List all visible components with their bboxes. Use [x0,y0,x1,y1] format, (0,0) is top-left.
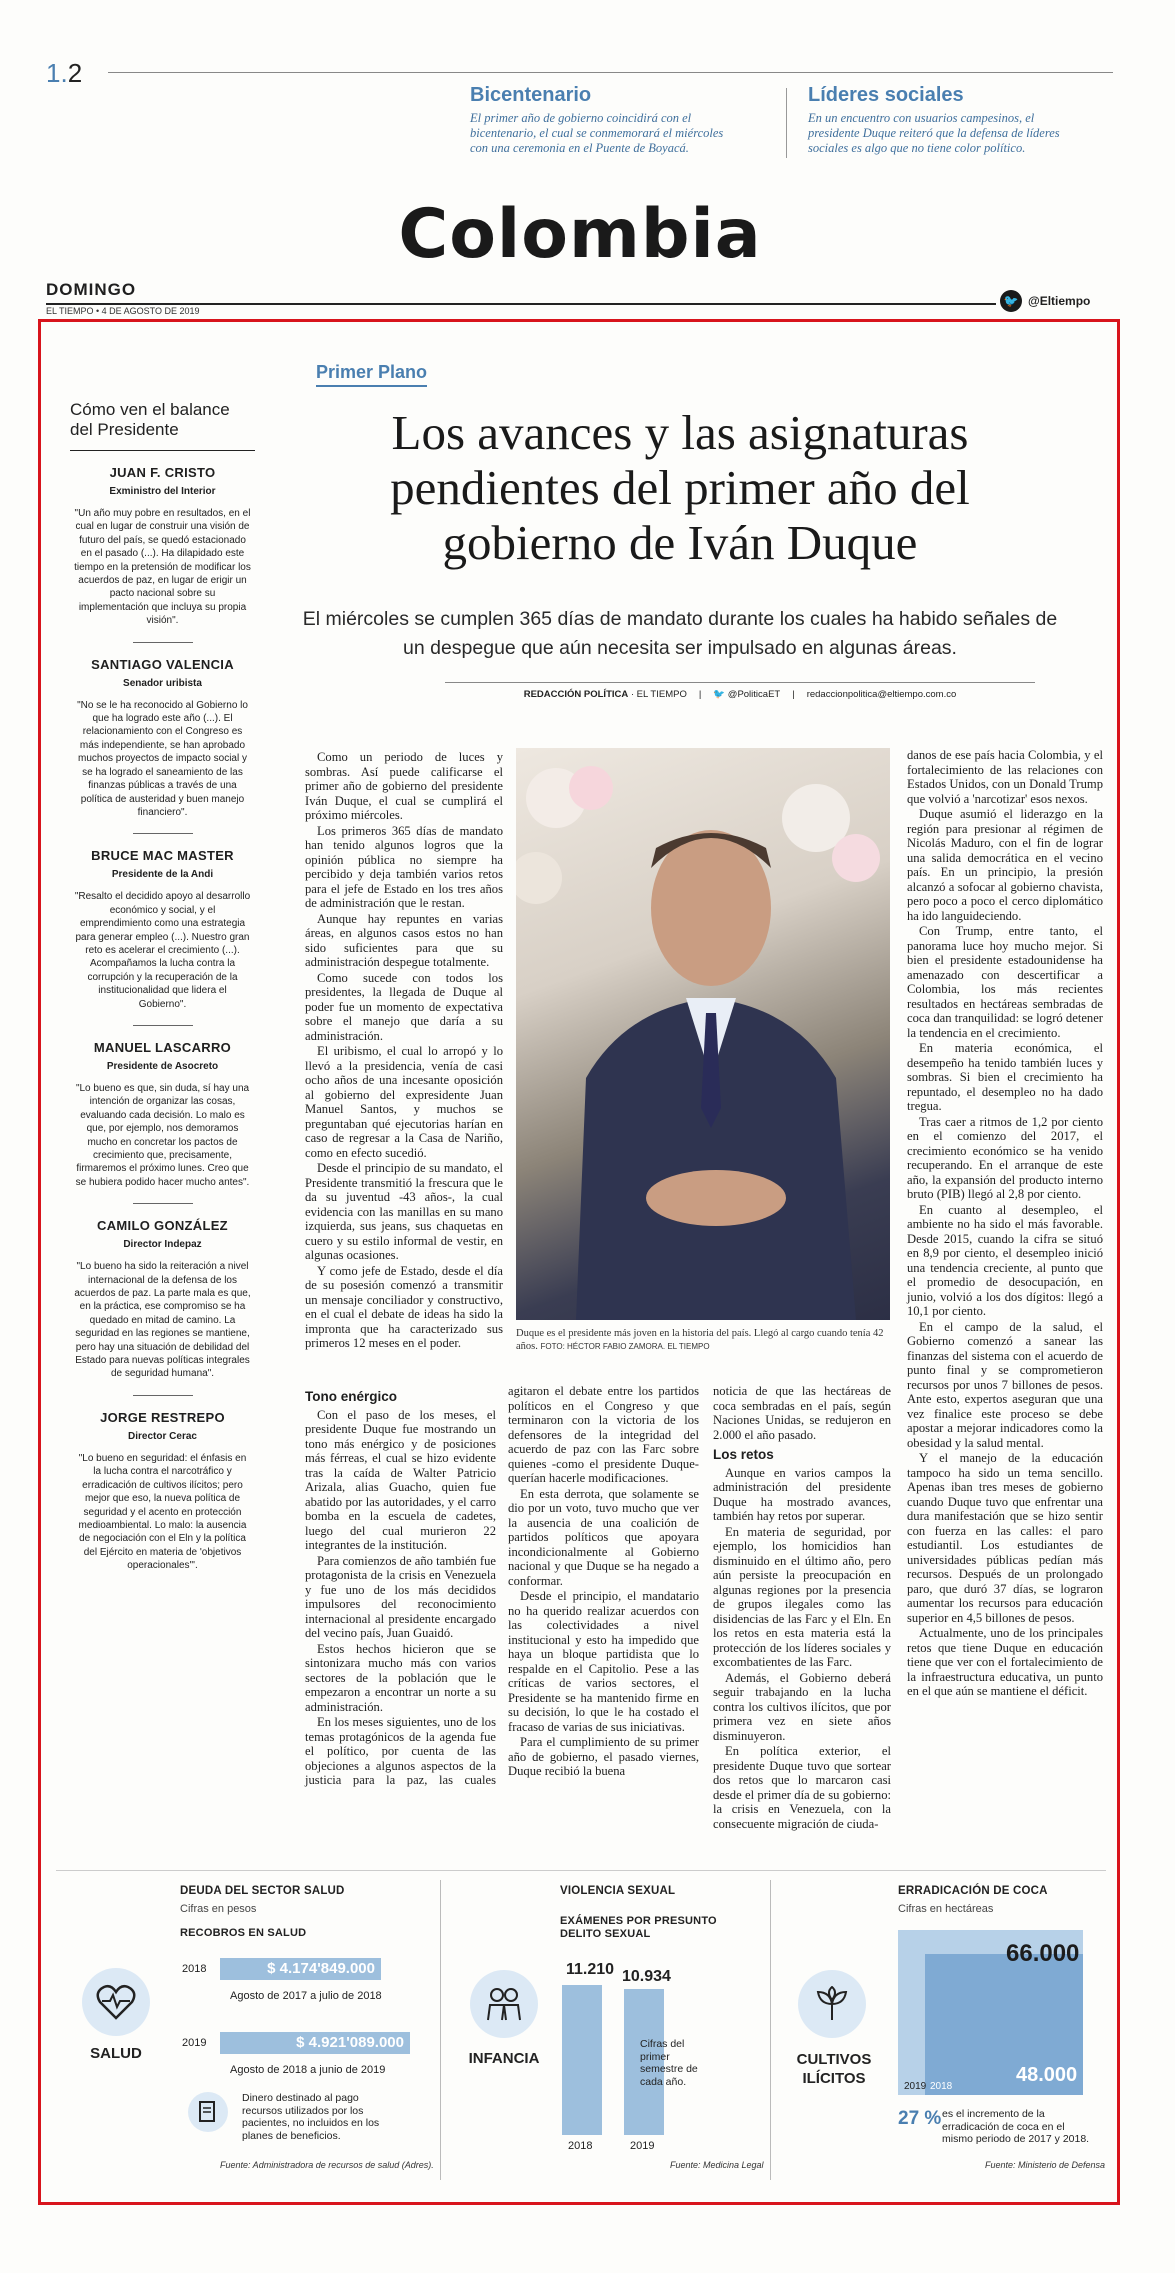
opinion-name: BRUCE MAC MASTER [91,848,234,864]
paragraph: Con Trump, entre tanto, el panorama luce hoy mucho mejor. Si bien el presidente estadounidense ha amenazado con descertificar a Colombia, los más recientes resultados en hectáreas sembradas de coca dan tranquilidad: se logró detener la tendencia en el crecimiento. [907,924,1103,1040]
section-title: Colombia [398,195,762,274]
paragraph: En materia de seguridad, por ejemplo, los homicidios han disminuido en el último año, pero aún persiste la preocupación en algunas regiones por la presencia de grupos ilegales como las disidencias de las Farc y el Eln. En los retos en esta materia está la protección de los líderes sociales y excombatientes de las Farc. [713,1524,891,1669]
opinion-name: JORGE RESTREPO [100,1409,225,1425]
category-label: SALUD [90,2045,142,2062]
day-of-week: DOMINGO [46,280,137,299]
opinion-entry [70,1040,255,1204]
article-column-1 [305,750,503,1352]
opinion-entry [70,848,255,1026]
teaser-title: Líderes sociales [808,84,964,106]
paragraph: En cuanto al desempleo, el ambiente no ha sido el más favorable. Desde 2015, cuando la cifra se situó en 8,9 por ciento, el desempleo inició una tendencia creciente, al punto que el promedio de desocupación, en junio, volvió a los dos dígitos: llegó a 10,1 por ciento. [907,1202,1103,1318]
photo-illustration [516,748,890,1320]
divider [133,1395,193,1396]
opinion-entry [70,657,255,835]
divider [133,833,193,834]
teaser-text: El primer año de gobierno coincidirá con el bicentenario, el cual se conmemorará el miércoles con una ceremonia en el Puente de Boyacá. [470,111,724,155]
opinion-quote: "Resalto el decidido apoyo al desarrollo económico y social, y el emprendimiento como una estrategia para generar empleo (...). Nuestro gran reto es acelerar el crecimiento (...). Acompañamos la lucha contra la corrupción y la recuperación de la institucionalidad que lidera el Gobierno". [74,891,251,1010]
paragraph: Como sucede con todos los presidentes, la llegada de Duque al poder fue un momento de expectativa sobre el manejo que daría a su administración. [305,970,503,1043]
article-column-3 [713,1384,891,1832]
opinion-role: Director Indepaz [123,1239,202,1251]
paragraph: Estos hechos hicieron que se sintonizara mucho más con varios sectores de la población que le empezaron a encontrar un norte a su administración. [305,1641,496,1714]
graphic-note: Dinero destinado al pago recursos utilizados por los pacientes, no incluidos en los planes de beneficios. [242,2092,380,2142]
paragraph: Los primeros 365 días de mandato han tenido algunos logros que la opinión pública no siempre ha percibido y deja también varios retos para el jefe de Estado en los tres años de administración que le restan. [305,823,503,910]
salud-bar-2018: $ 4.174'849.000 [220,1958,381,1980]
top-rule [108,72,1113,73]
paragraph: Desde el principio de su mandato, el Presidente transmitió la frescura que le da su juventud -43 años-, la cual evidencia con las manillas en su mano izquierda, sus jeans, sus chaquetas en cuero y su estilo informal de vestir, en algunas ocasiones. [305,1161,503,1262]
period-label: Agosto de 2018 a junio de 2019 [230,2064,386,2076]
teaser-text: En un encuentro con usuarios campesinos, el presidente Duque reiteró que la defensa de líderes sociales es algo que no tiene color político. [808,111,1060,155]
paragraph: Duque asumió el liderazgo en la región para presionar al régimen de Nicolás Maduro, con el fin de lograr una salida democrática en el vecino país. En un principio, la presión alcanzó a sofocar al gobierno chavista, pero poco a poco el cerco diplomático ha ido languideciendo. [907,807,1103,923]
divider [133,1203,193,1204]
paragraph: En los meses siguientes, uno de los temas protagónicos de la agenda fue el político, por cuenta de las objeciones a algunos aspectos de la justicia para la paz, las cuales agitaron el debate entre los partidos políticos en el Congreso y que terminaron con la victoria de los defensores de la integridad del acuerdo de paz con las Farc sobre quienes -como el presidente Duque- querían hacerle modificaciones. [305,1384,699,1787]
sidebar-title: Cómo ven el balance del Presidente [70,400,255,451]
paragraph: Aunque en varios campos la administración del presidente Duque ha mostrado avances, también hay retos por superar. [713,1465,891,1523]
graphic-source: Fuente: Administradora de recursos de salud (Adres). [220,2160,434,2170]
graphic-title: DEUDA DEL SECTOR SALUD [180,1885,345,1897]
graphic-source: Fuente: Medicina Legal [670,2160,764,2170]
children-icon [470,1970,538,2038]
graphics-rule [56,1870,1106,1871]
paragraph: Con el paso de los meses, el presidente Duque fue mostrando un tono más enérgico y de posiciones más férreas, el cual se hizo evidente tras la caída de Walter Patricio Arizala, alias Guacho, quien fue abatido por las autoridades, y el carro bomba en la escuela de cadetes, luego del cual murieron 22 integrantes de la institución. [305,1407,496,1552]
opinion-sidebar [70,400,255,1573]
graphic-divider [440,1880,441,2180]
paragraph: En materia económica, el desempeño ha tenido también luces y sombras. Si bien el crecimiento ha repuntado, el desempleo no ha dado tregua. [907,1041,1103,1113]
twitter-handle[interactable] [1000,290,1090,312]
bar-value: 11.210 [566,1961,615,1978]
year-label: 2018 [930,2081,953,2092]
year-label: 2018 [568,2140,593,2152]
opinion-name: MANUEL LASCARRO [93,1039,232,1055]
paragraph: En política exterior, el presidente Duque tuvo que sortear dos retos que lo marcaron casi desde el primer día de su gobierno: la crisis en Venezuela, con la consecuente migración de ciuda- [713,1744,891,1831]
opinion-quote: "Lo bueno es que, sin duda, sí hay una intención de organizar las cosas, evaluando cada decisión. Lo malo es que, por ejemplo, nos demoramos mucho en concretar los pactos de crecimiento que, precisamente, firmaremos el próximo lunes. Creo que se hubiera podido hacer mucho antes". [75,1082,250,1188]
category-label: INFANCIA [468,2050,540,2067]
opinion-role: Presidente de Asocreto [106,1060,219,1072]
period-label: Agosto de 2017 a julio de 2018 [230,1990,382,2002]
paragraph: Tras caer a ritmos de 1,2 por ciento en el comienzo del 2017, el crecimiento económico se ha venido recuperando. En el arranque de este año, la expansión del producto interno bruto (PIB) llegó al 2,8 por ciento. [907,1114,1103,1201]
year-label: 2019 [904,2081,927,2092]
violencia-bar-2018 [562,1985,602,2135]
paragraph: Para comienzos de año también fue protagonista de la crisis en Venezuela y fue uno de los más decididos impulsores del reconocimiento internacional al presidente encargado del vecino país, Juan Guaidó. [305,1553,496,1640]
paragraph: En el campo de la salud, el Gobierno comenzó a sanear las finanzas del sistema con el acuerdo de punto final y se comprometieron recursos por unos 7 billones de pesos. Ante esto, expertos aseguran que una vez finalice este proceso se debe apostar a mejorar indicadores como la obesidad y la salud mental. [907,1319,1103,1450]
headline[interactable]: Los avances y las asignaturas pendientes del primer año del gobierno de Iván Duque [390,405,970,570]
paragraph: Y el manejo de la educación tampoco ha sido un tema sencillo. Apenas iban tres meses de gobierno cuando Duque tuvo que enfrentar una dura manifestación que se hizo sentir con fuerza en las calles: el paro estudiantil. Los estudiantes de universidades públicas pedían más recursos. Después de un prolongado paro, que duró 37 días, se lograron aumentar los recursos para educación superior en 4,5 billones de pesos. [907,1451,1103,1625]
year-label: 2019 [630,2140,655,2152]
paragraph: noticia de que las hectáreas de coca sembradas en el país, según Naciones Unidas, se redujeron en 2.000 el año pasado. [713,1384,891,1442]
divider [133,642,193,643]
paragraph: Desde el principio, el mandatario no ha querido realizar acuerdos con las colectividades a nivel institucional y esto ha impedido que haya un bloque partidista que lo respalde en el Capitolio. Pese a las críticas de varios sectores, el Presidente se ha mantenido firme en su decisión, lo que le ha costado el fracaso de varias de sus iniciativas. [508,1589,699,1734]
divider [133,1025,193,1026]
opinion-quote: "Lo bueno ha sido la reiteración a nivel internacional de la defensa de los acuerdos de paz. La parte mala es que, en la práctica, ese compromiso se ha quedado en mitad de camino. La seguridad en las regiones se mantiene, pero hay una situación de debilidad del Estado para nuevas políticas integrales de seguridad humana". [74,1261,251,1380]
teaser-title: Bicentenario [470,84,592,106]
document-icon [188,2092,228,2132]
paragraph: Para el cumplimiento de su primer año de gobierno, el pasado viernes, Duque recibió la buena [508,1735,699,1778]
graphic-unit: Cifras en pesos [180,1903,257,1915]
kicker: Primer Plano [316,362,427,387]
graphic-subtitle: EXÁMENES POR PRESUNTO DELITO SEXUAL [560,1915,717,1940]
paragraph: Además, el Gobierno deberá seguir trabajando en la lucha contra los cultivos ilícitos, que por primera vez en siete años disminuyeron. [713,1670,891,1743]
teaser-bicentenario[interactable] [470,84,740,156]
photo-caption [516,1327,890,1353]
salud-bar-2019: $ 4.921'089.000 [220,2032,410,2054]
year-label: 2019 [182,2037,207,2049]
opinion-quote: "Lo bueno en seguridad: el énfasis en la lucha contra el narcotráfico y erradicación de cultivos ilícitos; pero mejor que eso, la nueva política de seguridad y el acento en protección medioambiental. Lo malo: la ausencia de negociación con el Eln y la política del Ejército en materia de 'objetivos operacionales'". [78,1452,247,1572]
paragraph: Como un periodo de luces y sombras. Así puede calificarse el primer año de gobierno del presidente Iván Duque, el cual se cumplirá el próximo miércoles. [305,750,503,822]
twitter-icon: 🐦 [713,689,726,700]
page-number: 1.2 [46,58,83,88]
paragraph: Y como jefe de Estado, desde el día de su posesión comenzó a transmitir un mensaje conciliador y constructivo, en el cual el debate de ideas ha sido la impronta que ha caracterizado sus primeros 12 meses en el poder. [305,1263,503,1350]
subhead: Tono enérgico [305,1389,398,1404]
article-column-2 [305,1384,699,1839]
graphic-source: Fuente: Ministerio de Defensa [985,2160,1106,2170]
paragraph: En esta derrota, que solamente se dio por un voto, tuvo mucho que ver la ausencia de una coalición de partidos políticos que apoyara incondicionalmente al Gobierno nacional y que Duque se ha negado a conformar. [508,1486,699,1588]
photo-credit: FOTO: HÉCTOR FABIO ZAMORA. EL TIEMPO [540,1342,710,1351]
year-label: 2018 [182,1963,207,1975]
opinion-role: Director Cerac [128,1430,197,1442]
paragraph: Actualmente, uno de los principales retos que tiene Duque en educación tiene que ver con el fortalecimiento de la infraestructura educativa, un punto en el que aún se mantiene el déficit. [907,1626,1103,1698]
byline-author: REDACCIÓN POLÍTICA [523,689,629,700]
teaser-divider [786,88,787,158]
violencia-graphic [560,1885,760,1941]
article-column-4 [907,748,1103,1700]
opinion-name: CAMILO GONZÁLEZ [97,1218,228,1234]
byline-twitter[interactable]: 🐦 @PoliticaET [713,689,781,700]
coca-graphic [898,1885,1098,1915]
coca-value-2019: 66.000 [1006,1940,1080,1967]
graphic-unit: Cifras en hectáreas [898,1903,994,1915]
byline-paper: · EL TIEMPO [630,689,687,700]
opinion-name: JUAN F. CRISTO [109,465,216,480]
plant-icon [798,1970,866,2038]
opinion-entry [70,1218,255,1396]
category-label: CULTIVOS ILÍCITOS [796,2051,872,2087]
opinion-role: Senador uribista [123,677,202,689]
graphic-title: VIOLENCIA SEXUAL [560,1885,676,1897]
paragraph: danos de ese país hacia Colombia, y el fortalecimiento de las relaciones con Estados Unidos, con un Donald Trump que volvió a 'narcotizar' esos nexos. [907,748,1103,806]
graphic-note: Cifras del primer semestre de cada año. [640,2038,698,2088]
graphic-subtitle: RECOBROS EN SALUD [180,1927,307,1939]
president-photo [516,748,890,1320]
graphic-title: ERRADICACIÓN DE COCA [898,1885,1048,1897]
dateline: EL TIEMPO • 4 DE AGOSTO DE 2019 [46,306,200,316]
twitter-icon: 🐦 [1000,290,1022,312]
byline: REDACCIÓN POLÍTICA · EL TIEMPO | 🐦 @PoliticaET | redaccionpolitica@eltiempo.com.co [445,682,1035,700]
opinion-quote: "Un año muy pobre en resultados, en el cual en lugar de construir una visión de futuro del país, se quedó estacionado en el pasado (...). Ha dilapidado este tiempo en la pretensión de modificar los acuerdos de paz, en lugar de erigir un pacto nacional sobre su implementación que incluya su propia visión". [74,508,251,627]
paragraph: El uribismo, el cual lo arropó y lo llevó a la presidencia, venía de casi ocho años de una incesante oposición al gobierno del expresidente Juan Manuel Santos, y muchos se preguntaban qué ejecutorias harían en caso de regresar a la Casa de Nariño, como en efecto sucedió. [305,1044,503,1160]
opinion-name: SANTIAGO VALENCIA [91,656,234,672]
opinion-role: Presidente de la Andi [111,869,214,881]
opinion-quote: "No se le ha reconocido al Gobierno lo que ha logrado este año (...). El relacionamiento con el Congreso es más independiente, se han aprobado muchos proyectos de impacto social y se ha logrado el saneamiento de las finanzas públicas a través de una política de austeridad y buen manejo financiero". [77,699,248,818]
coca-value-2018: 48.000 [1016,2064,1078,2086]
dek: El miércoles se cumplen 365 días de mandato durante los cuales ha habido señales de un despegue que aún necesita ser impulsado en algunas áreas. [302,608,1058,659]
coca-percent: 27 % [898,2108,942,2129]
coca-percent-text: es el incremento de la erradicación de coca en el mismo periodo de 2017 y 2018. [942,2108,1090,2145]
caption-text: Duque es el presidente más joven en la historia del país. Llegó al cargo cuando tenía 42 años. [516,1328,884,1352]
byline-email[interactable]: redaccionpolitica@eltiempo.com.co [806,689,957,700]
paragraph: Aunque hay repuntes en varias áreas, en algunos casos estos no han sido suficientes para que su administración despegue totalmente. [305,911,503,969]
header-rule [46,303,996,305]
opinion-entry [70,1410,255,1573]
opinion-role: Exministro del Interior [109,486,216,497]
graphic-divider [770,1880,771,2180]
heart-icon [82,1968,150,2036]
salud-graphic [180,1885,430,1939]
opinion-entry [70,465,255,643]
teaser-lideres-sociales[interactable] [808,84,1078,156]
subhead: Los retos [713,1447,774,1462]
twitter-label: @Eltiempo [1028,294,1091,308]
bar-value: 10.934 [622,1968,671,1985]
